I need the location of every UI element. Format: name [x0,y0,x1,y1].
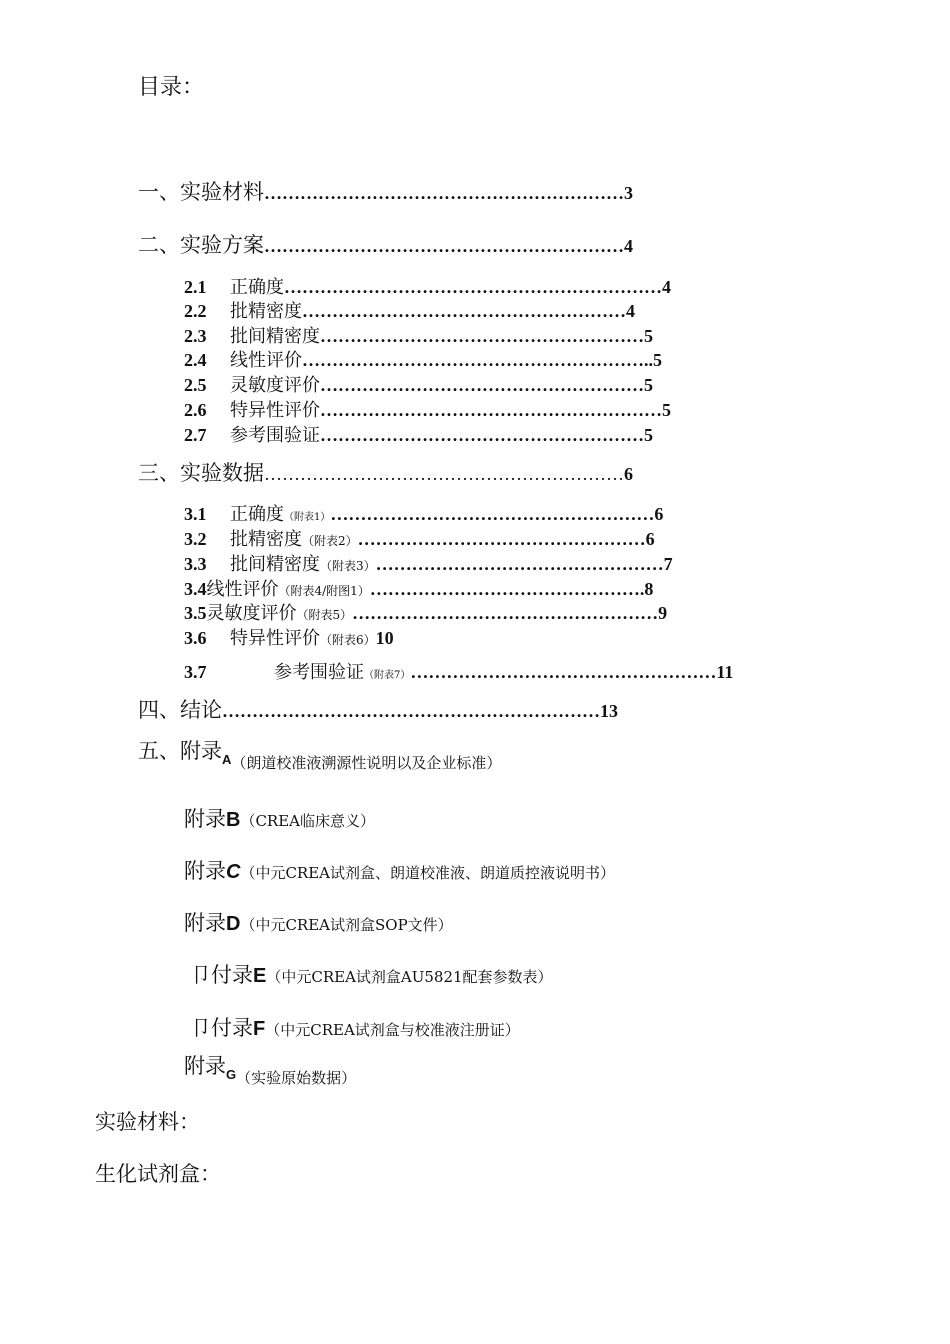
toc-leader: …………………………………………… [352,603,659,623]
toc-subsection-3-4[interactable] [184,575,653,601]
toc-subsection-3-2[interactable] [184,525,655,551]
toc-subsection-3-3[interactable] [184,550,673,576]
toc-page-number: 4 [662,277,671,297]
toc-page-number: 6 [645,529,655,549]
toc-leader: …………………………………………… [410,662,717,682]
toc-sub-label: 正确度 [230,504,284,525]
toc-sub-note: （附表7） [364,670,411,681]
toc-subsection-3-6[interactable] [184,624,394,650]
toc-sub-number: 2.4 [184,350,207,370]
toc-sub-number: 3.1 [184,504,207,524]
toc-subsection-2-5[interactable] [184,371,653,397]
toc-page-number: 7 [663,554,673,574]
appendix-desc: （实验原始数据） [236,1069,357,1087]
toc-appendix-e[interactable] [190,959,553,989]
toc-section-label: 一、实验材料 [138,180,264,204]
toc-sub-number: 2.6 [184,400,207,420]
toc-appendix-c[interactable] [184,855,615,885]
toc-leader: ………………………………………………….. [302,350,653,370]
toc-appendix-b[interactable] [184,803,375,833]
toc-leader: …………………………………………………… [264,236,624,256]
toc-subsection-2-2[interactable] [184,297,635,323]
toc-leader: …………………………………………………… [264,183,624,203]
toc-subsection-2-3[interactable] [184,322,653,348]
toc-sub-note: （附表3） [320,559,376,573]
toc-page-number: 11 [716,662,734,682]
toc-subsection-3-1[interactable] [184,500,663,526]
toc-appendix-f[interactable] [190,1012,520,1042]
appendix-prefix: 附录 [184,807,226,831]
toc-sub-label: 批精密度 [230,529,302,550]
toc-subsection-3-7[interactable] [184,658,733,684]
toc-section-label: 四、结论 [138,698,222,722]
toc-section-2[interactable] [138,229,633,259]
toc-page-number: 3 [624,183,633,203]
toc-page-number: 5 [644,425,653,445]
toc-sub-label: 灵敏度评价 [230,375,320,396]
toc-page-number: 5 [662,400,671,420]
toc-page-number: 4 [624,236,633,256]
toc-leader: ………………………………………… [357,529,646,549]
toc-subsection-2-1[interactable] [184,273,671,299]
appendix-desc: （中元CREA试剂盒、朗道校准液、朗道质控液说明书） [240,864,616,882]
toc-sub-label: 线性评价 [206,579,279,600]
toc-page-number: 6 [654,504,664,524]
toc-sub-label: 参考围验证 [274,662,364,683]
appendix-letter: F [253,1018,266,1040]
toc-leader: ………………………………………………… [320,400,662,420]
appendix-desc: （中元CREA试剂盒SOP文件） [240,916,453,934]
appendix-prefix: 卩付录 [190,963,253,987]
appendix-desc: （中元CREA试剂盒AU5821配套参数表） [266,968,553,986]
appendix-prefix: 附录 [184,1054,226,1078]
toc-section-4[interactable] [138,694,618,724]
toc-sub-label: 批精密度 [230,301,302,322]
toc-page-number: 13 [600,701,618,721]
toc-sub-label: 正确度 [230,277,284,298]
toc-leader: …………………………………………………… [264,464,624,484]
toc-sub-number: 3.3 [184,554,207,574]
toc-page-number: 9 [658,603,668,623]
toc-section-3[interactable] [138,457,633,487]
toc-page-number: 5 [653,350,662,370]
toc-sub-note: （附表5） [296,608,353,622]
appendix-letter: E [253,965,267,987]
appendix-prefix: 卩付录 [190,1016,253,1040]
toc-subsection-2-6[interactable] [184,396,671,422]
toc-sub-label: 特异性评价 [230,400,320,421]
toc-section-label: 二、实验方案 [138,233,264,257]
toc-sub-label: 批间精密度 [230,554,320,575]
toc-section-1[interactable] [138,176,633,206]
toc-page-number: 5 [644,326,653,346]
toc-leader: ………………………………………. [369,579,645,599]
appendix-prefix: 附录 [184,911,226,935]
toc-sub-number: 3.6 [184,628,207,648]
toc-page-number: 6 [624,464,633,484]
heading-experiment-materials: 实验材料： [95,1110,200,1134]
toc-sub-label: 特异性评价 [230,628,320,649]
toc-sub-label: 批间精密度 [230,326,320,347]
toc-appendix-a[interactable] [138,735,502,772]
appendix-desc: （中元CREA试剂盒与校准液注册证） [265,1021,520,1039]
toc-page-number: 5 [644,375,653,395]
appendix-letter: A [222,752,232,767]
toc-sub-note: （附表6） [320,633,376,647]
toc-sub-number: 3.4 [184,579,207,599]
toc-page-number: 10 [375,628,394,648]
toc-sub-label: 灵敏度评价 [206,603,297,624]
toc-subsection-2-7[interactable] [184,421,653,447]
toc-sub-label: 线性评价 [230,350,302,371]
toc-sub-number: 3.2 [184,529,207,549]
appendix-prefix: 附录 [184,859,226,883]
toc-page-number: 4 [626,301,635,321]
toc-sub-number: 2.1 [184,277,207,297]
toc-sub-number: 3.5 [184,603,207,623]
toc-sub-number: 2.3 [184,326,207,346]
appendix-letter: B [226,809,241,831]
appendix-desc: （CREA临床意义） [240,812,376,830]
toc-subsection-3-5[interactable] [184,599,667,625]
appendix-heading: 五、附录 [138,739,222,763]
toc-leader: ……………………………………………… [302,301,626,321]
toc-page-number: 8 [644,579,654,599]
toc-leader: ……………………………………………… [320,375,644,395]
toc-sub-label: 参考围验证 [230,425,320,446]
toc-title: 目录： [138,75,205,100]
toc-sub-note: （附表1） [284,512,331,523]
heading-reagent-kit: 生化试剂盒： [95,1162,221,1186]
toc-appendix-g[interactable] [184,1050,357,1087]
toc-sub-number: 2.2 [184,301,207,321]
toc-section-label: 三、实验数据 [138,461,264,485]
toc-leader: ……………………………………………… [320,326,644,346]
toc-sub-number: 2.5 [184,375,207,395]
appendix-letter: C [226,861,241,883]
toc-leader: ………………………………………… [375,554,664,574]
toc-appendix-d[interactable] [184,907,453,937]
toc-leader: ……………………………………………………… [222,701,600,721]
toc-sub-number: 3.7 [184,662,207,682]
appendix-letter: G [226,1067,237,1082]
toc-sub-number: 2.7 [184,425,207,445]
toc-subsection-2-4[interactable] [184,346,662,372]
appendix-letter: D [226,913,241,935]
toc-leader: ……………………………………………… [330,504,655,524]
toc-leader: ……………………………………………… [320,425,644,445]
toc-leader: ……………………………………………………… [284,277,662,297]
appendix-desc: （朗道校准液溯源性说明以及企业标准） [231,754,502,772]
toc-sub-note: （附表2） [302,534,358,548]
toc-sub-note: （附表4/附图1） [278,584,370,598]
